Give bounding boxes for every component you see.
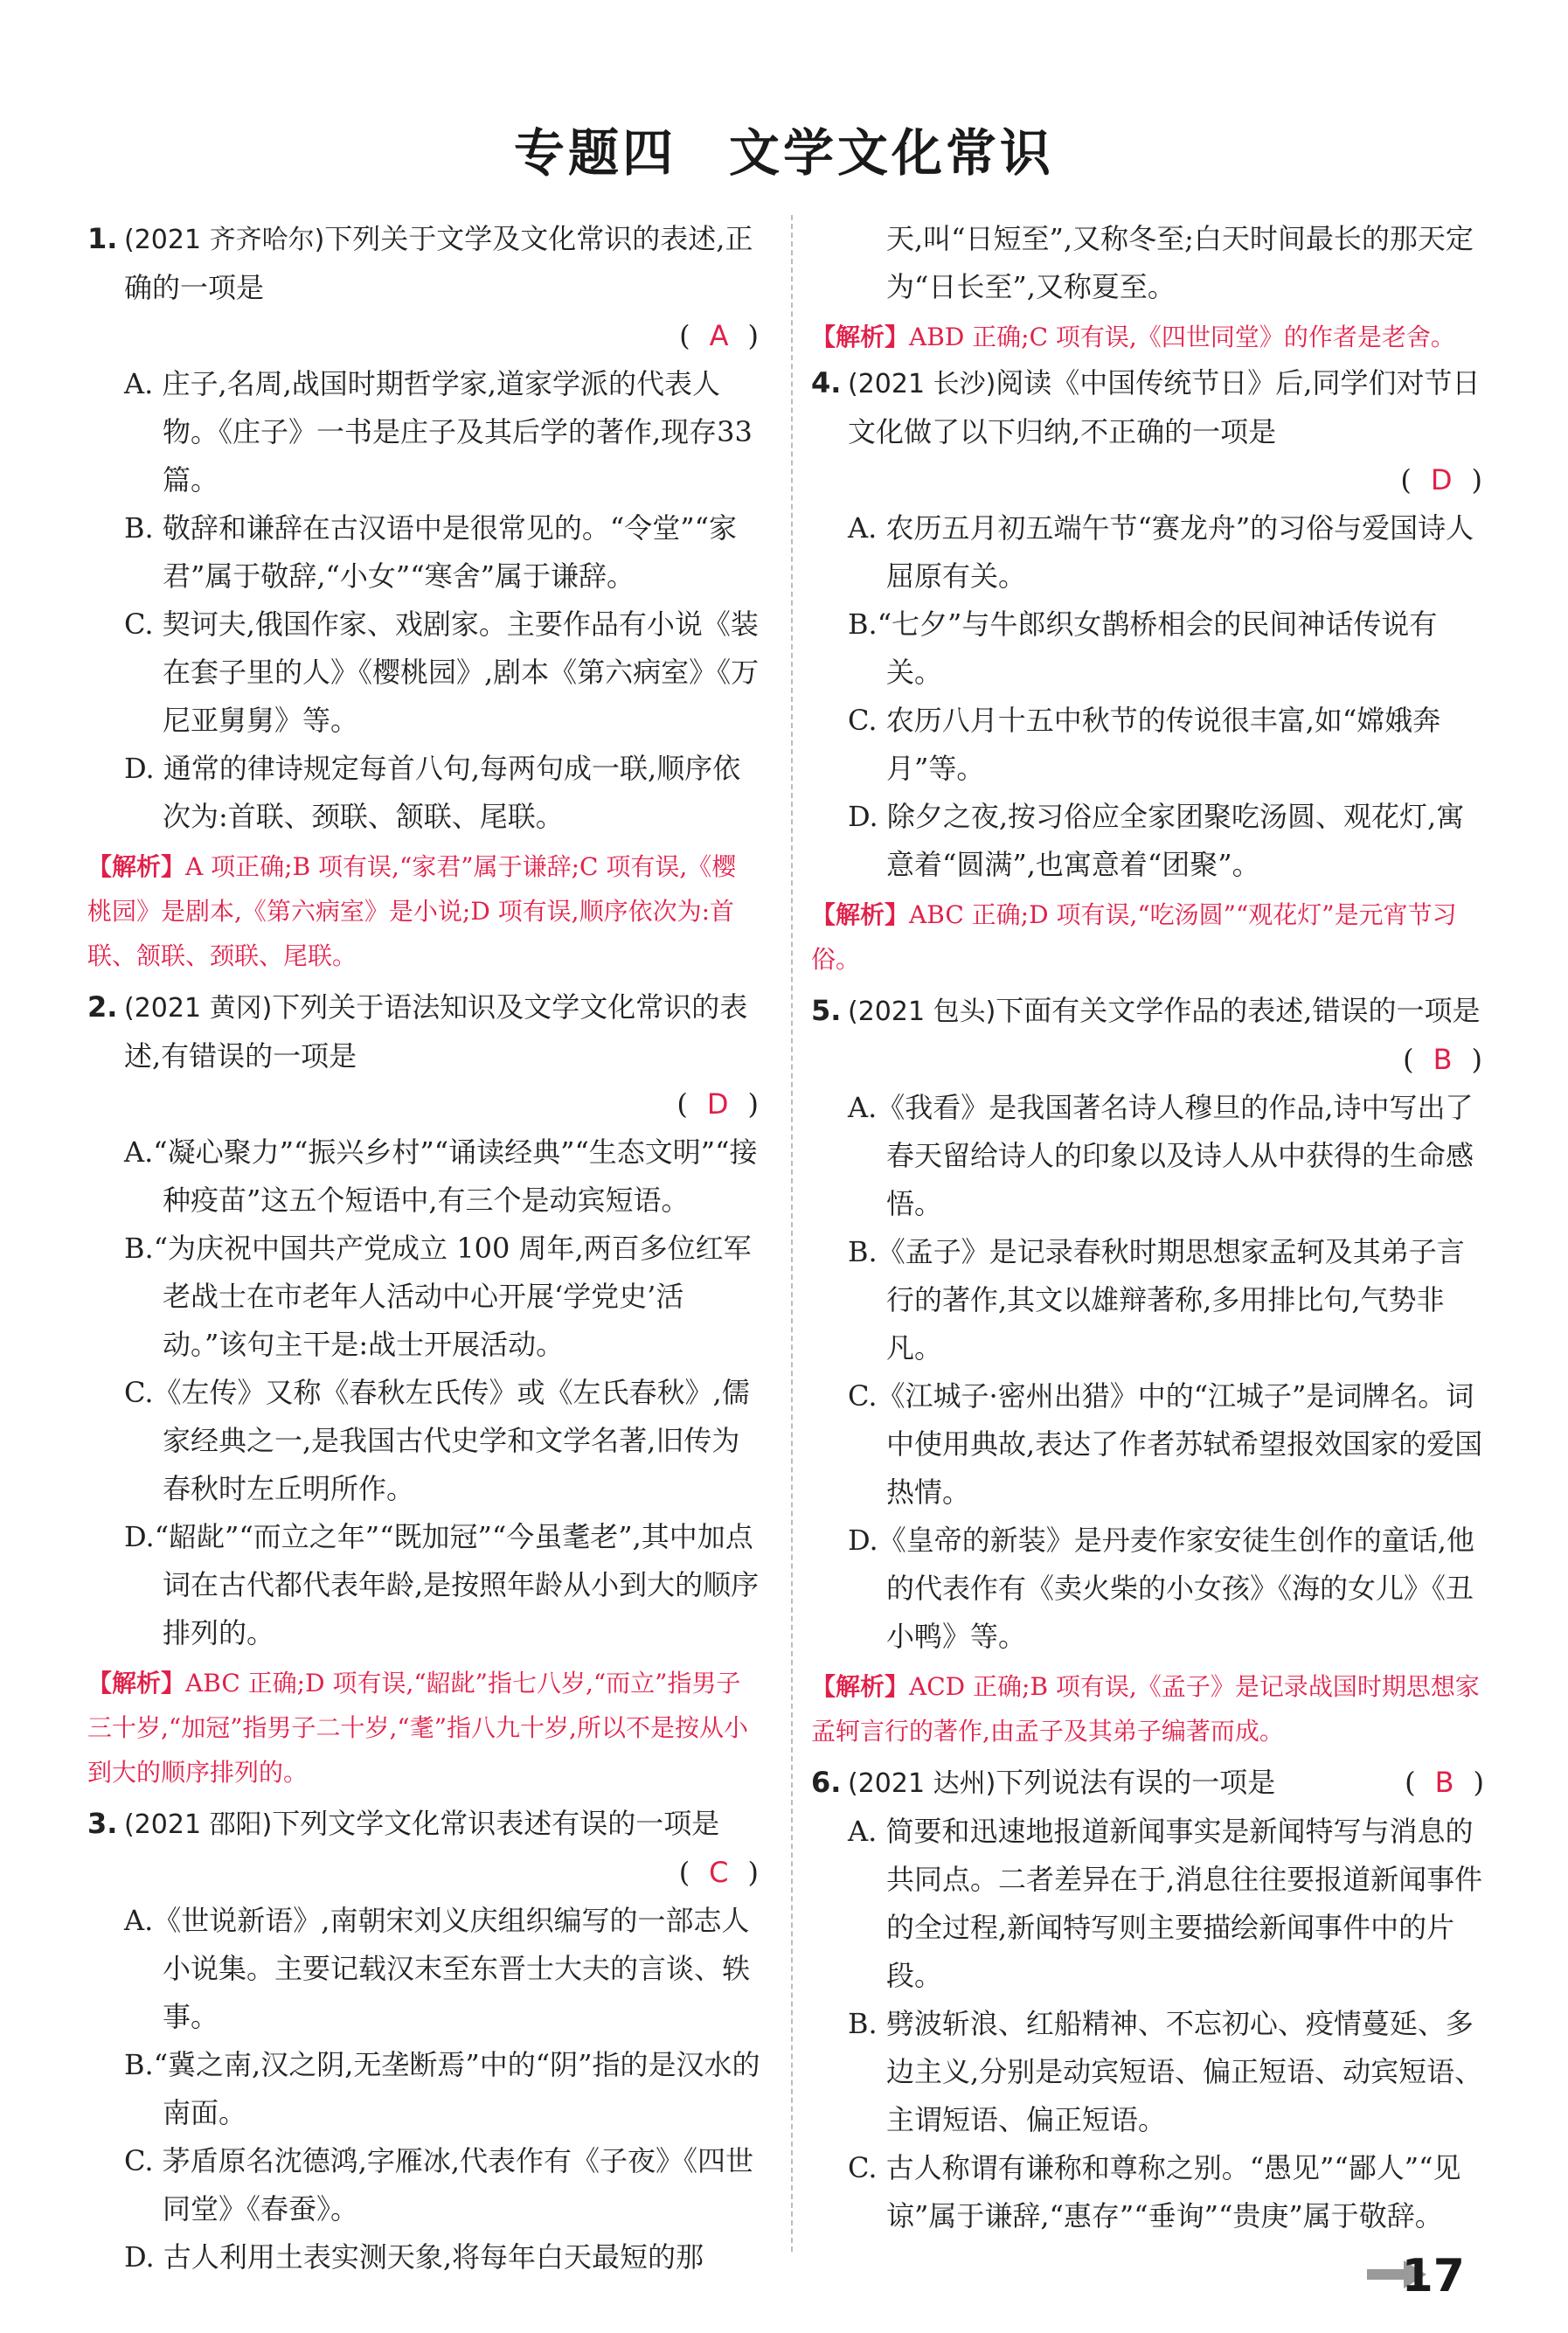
question-source: (2021 齐齐哈尔) [124,225,325,255]
question-stem: 下列关于语法知识及文学文化常识的表述,有错误的一项是 [124,990,748,1073]
question-number: 6. [811,1766,842,1799]
option-d: D. 古人利用土表实测天象,将每年白天最短的那 [124,2240,704,2274]
question-number: 3. [87,1807,118,1840]
question-5 [811,987,1484,1753]
option-a: A.《世说新语》,南朝宋刘义庆组织编写的一部志人小说集。主要记载汉末至东晋士大夫的言谈、轶事。 [124,1904,751,2033]
answer-letter: D [706,1087,729,1121]
question-stem: 阅读《中国传统节日》后,同学们对节日文化做了以下归纳,不正确的一项是 [848,366,1481,448]
answer-letter: A [709,319,729,352]
right-column [811,215,1484,2240]
answer-letter: D [1430,463,1453,496]
question-6: 6. (2021 达州)下列说法有误的一项是 ( B ) A. 简要和迅速地报道新闻事实是新闻特写与消息的共同点。二者差异在于,消息往往要报道新闻事件的全过程,新闻特写则主要描绘新闻事件中的片段。 B. 劈波斩浪、红船精神、不忘初心、疫情蔓延、多边主义,分别是动宾短语、偏正短语、动宾短语、主谓短语、偏正短语。 C. 古人称谓有谦称和尊称之别。“愚见”“鄙人”“见谅”属于谦辞,“惠存”“垂询”“贵庚”属于敬辞。 [811,1759,1484,2240]
option-b: B. 敬辞和谦辞在古汉语中是很常见的。“令堂”“家君”属于敬辞,“小女”“寒舍”属于谦辞。 [124,511,737,593]
page-title: 专题四 文学文化常识 [513,123,1055,183]
option-d: D.“龆龀”“而立之年”“既加冠”“今虽耄老”,其中加点词在古代都代表年龄,是按照年龄从小到大的顺序排列的。 [124,1520,760,1649]
explanation: 【解析】ABD 正确;C 项有误,《四世同堂》的作者是老舍。 [811,323,1455,351]
question-source: (2021 包头) [848,996,996,1027]
option-a: A.“凝心聚力”“振兴乡村”“诵读经典”“生态文明”“接种疫苗”这五个短语中,有三个是动宾短语。 [124,1135,758,1217]
question-stem: 下列关于文学及文化常识的表述,正确的一项是 [124,222,753,304]
answer-letter: C [709,1856,729,1889]
option-b: B.《孟子》是记录春秋时期思想家孟轲及其弟子言行的著作,其文以雄辩著称,多用排比句,气势非凡。 [848,1235,1465,1364]
option-c: C.《左传》又称《春秋左氏传》或《左氏春秋》,儒家经典之一,是我国古代史学和文学名著,旧传为春秋时左丘明所作。 [124,1376,750,1505]
option-c: C. 契诃夫,俄国作家、戏剧家。主要作品有小说《装在套子里的人》《樱桃园》,剧本《第六病室》《万尼亚舅舅》等。 [124,608,760,737]
explanation: 【解析】A 项正确;B 项有误,“家君”属于谦辞;C 项有误,《樱桃园》是剧本,《第六病室》是小说;D 项有误,顺序依次为:首联、颔联、颈联、尾联。 [87,852,737,970]
question-number: 2. [87,990,118,1024]
answer-letter: B [1433,1043,1453,1076]
answer-slot: ( A ) [679,319,759,352]
answer-letter: B [1434,1766,1454,1799]
question-source: (2021 达州) [848,1768,996,1799]
question-source: (2021 长沙) [848,369,996,399]
question-1 [87,215,760,978]
option-b: B.“冀之南,汉之阴,无垄断焉”中的“阴”指的是汉水的南面。 [124,2048,760,2129]
question-source: (2021 邵阳) [124,1809,273,1840]
question-2 [87,983,760,1795]
option-d: D. 除夕之夜,按习俗应全家团聚吃汤圆、观花灯,寓意着“圆满”,也寓意着“团聚”。 [848,800,1465,881]
option-b: B. 劈波斩浪、红船精神、不忘初心、疫情蔓延、多边主义,分别是动宾短语、偏正短语、动宾短语、主谓短语、偏正短语。 [848,2007,1483,2136]
option-d: D. 通常的律诗规定每首八句,每两句成一联,顺序依次为:首联、颈联、颔联、尾联。 [124,752,741,833]
question-number: 1. [87,222,118,255]
question-4 [811,359,1484,982]
question-number: 4. [811,366,842,399]
option-c: C. 古人称谓有谦称和尊称之别。“愚见”“鄙人”“见谅”属于谦辞,“惠存”“垂询”“贵庚”属于敬辞。 [848,2151,1461,2232]
option-c: C. 茅盾原名沈德鸿,字雁冰,代表作有《子夜》《四世同堂》《春蚕》。 [124,2144,754,2225]
left-column [87,215,760,2281]
question-3-continuation: 天,叫“日短至”,又称冬至;白天时间最长的那天定为“日长至”,又称夏至。 [886,222,1474,303]
explanation: 【解析】ABC 正确;D 项有误,“龆龀”指七八岁,“而立”指男子三十岁,“加冠”指男子二十岁,“耄”指八九十岁,所以不是按从小到大的顺序排列的。 [87,1669,748,1787]
question-number: 5. [811,994,842,1027]
answer-slot: ( B ) [1403,1043,1482,1076]
option-a: A. 简要和迅速地报道新闻事实是新闻特写与消息的共同点。二者差异在于,消息往往要报道新闻事件的全过程,新闻特写则主要描绘新闻事件中的片段。 [848,1815,1483,1992]
option-a: A.《我看》是我国著名诗人穆旦的作品,诗中写出了春天留给诗人的印象以及诗人从中获得的生命感悟。 [848,1091,1474,1220]
column-divider [791,215,793,2252]
option-c: C. 农历八月十五中秋节的传说很丰富,如“嫦娥奔月”等。 [848,704,1441,785]
page-number: 17 [1401,2250,1465,2302]
option-c: C.《江城子·密州出猎》中的“江城子”是词牌名。词中使用典故,表达了作者苏轼希望报效国家的爱国热情。 [848,1379,1483,1509]
answer-slot: ( D ) [676,1087,759,1121]
answer-slot: ( C ) [678,1856,759,1889]
question-stem: 下列文学文化常识表述有误的一项是 [272,1807,720,1840]
option-b: B.“七夕”与牛郎织女鹊桥相会的民间神话传说有关。 [848,608,1438,689]
option-a: A. 庄子,名周,战国时期哲学家,道家学派的代表人物。《庄子》一书是庄子及其后学的著作,现存33篇。 [124,367,753,496]
answer-slot: ( D ) [1400,463,1482,496]
question-stem: 下列说法有误的一项是 [996,1766,1276,1799]
question-3 [87,1800,760,2281]
question-stem: 下面有关文学作品的表述,错误的一项是 [996,994,1481,1027]
question-source: (2021 黄冈) [124,993,273,1024]
explanation: 【解析】ACD 正确;B 项有误,《孟子》是记录战国时期思想家孟轲言行的著作,由孟子及其弟子编著而成。 [811,1672,1480,1746]
option-b: B.“为庆祝中国共产党成立 100 周年,两百多位红军老战士在市老年人活动中心开展‘学党史’活动。”该句主干是:战士开展活动。 [124,1232,752,1361]
option-d: D.《皇帝的新装》是丹麦作家安徒生创作的童话,他的代表作有《卖火柴的小女孩》《海的女儿》《丑小鸭》等。 [848,1524,1474,1653]
explanation: 【解析】ABC 正确;D 项有误,“吃汤圆”“观花灯”是元宵节习俗。 [811,900,1457,974]
option-a: A. 农历五月初五端午节“赛龙舟”的习俗与爱国诗人屈原有关。 [848,511,1474,593]
